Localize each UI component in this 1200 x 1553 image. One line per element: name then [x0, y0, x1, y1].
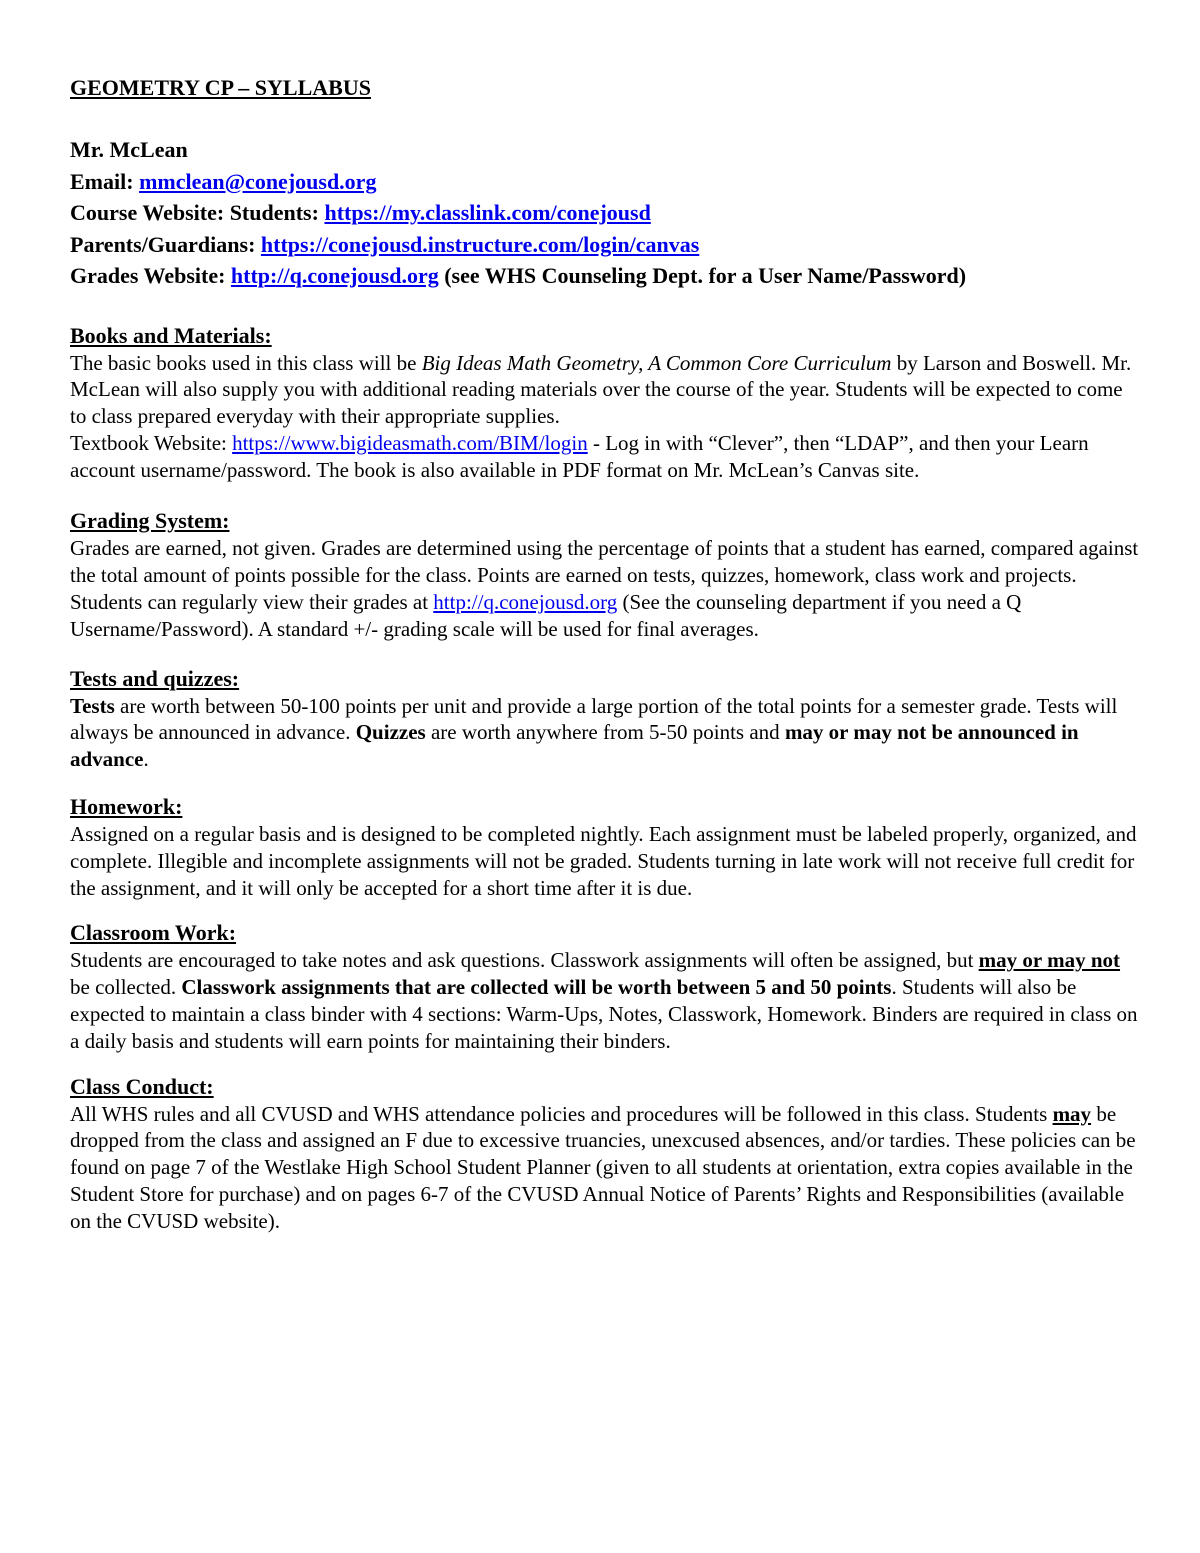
homework-heading: Homework:: [70, 794, 183, 820]
textbook-website-link[interactable]: https://www.bigideasmath.com/BIM/login: [232, 430, 588, 455]
email-link[interactable]: mmclean@conejousd.org: [139, 168, 377, 194]
contact-block: [70, 134, 1140, 292]
books-textbook-title: Big Ideas Math Geometry, A Common Core Curriculum: [421, 350, 892, 375]
grades-link[interactable]: http://q.conejousd.org: [433, 590, 618, 615]
course-website-line: [70, 197, 1140, 229]
course-website-link[interactable]: https://my.classlink.com/conejousd: [324, 200, 651, 225]
classroom-text-2: be collected.: [70, 975, 182, 1000]
classroom-text-3: . Students will also be expected to maintain a class binder with 4 sections: Warm-Ups, Notes, Classwork, Homework. Binders are required in class on a daily basis and students will earn points for maintaining their binders.: [70, 975, 1138, 1053]
grades-website-line: [70, 260, 1140, 292]
tests-text-end: .: [143, 747, 149, 772]
conduct-may-text: may: [1052, 1101, 1092, 1126]
parents-website-label: Parents/Guardians:: [70, 231, 261, 257]
grading-text-1: Grades are earned, not given. Grades are determined using the percentage of points that a student has earned, compared against the total amount of points possible for the class. Points are earned on tests, quizzes, homework, class work and projects. Students can regularly view their grades at: [70, 536, 1139, 615]
grades-website-label: Grades Website:: [70, 263, 231, 288]
books-text-2: by Larson and Boswell. Mr. McLean will also supply you with additional reading materials over the course of the year. Students will be expected to come to class prepared everyday with their appropriate supplies.: [70, 350, 1132, 429]
tests-heading: Tests and quizzes:: [70, 665, 240, 691]
email-label: Email:: [70, 168, 140, 194]
grades-website-link[interactable]: http://q.conejousd.org: [230, 263, 439, 288]
books-heading: Books and Materials:: [70, 322, 272, 348]
teacher-name: Mr. McLean: [70, 137, 188, 162]
tests-word: Tests: [70, 693, 115, 718]
tests-text-1: are worth between 50-100 points per unit and provide a large portion of the total points for a semester grade. Tests will always be announced in advance.: [70, 693, 1118, 745]
classroom-text-1: Students are encouraged to take notes and ask questions. Classwork assignments will often be assigned, but: [70, 948, 979, 973]
document-page: [70, 72, 1140, 1235]
grading-paragraph: [70, 535, 1140, 642]
conduct-text-2: be dropped from the class and assigned an F due to excessive truancies, unexcused absences, and/or tardies. These policies can be found on page 7 of the Westlake High School Student Planner (given to all students at orientation, extra copies available in the Student Store for purchase) and on pages 6-7 of the CVUSD Annual Notice of Parents’ Rights and Responsibilities (available on the CVUSD website).: [70, 1101, 1136, 1233]
grading-heading: Grading System:: [70, 508, 230, 534]
conduct-text-1: All WHS rules and all CVUSD and WHS attendance policies and procedures will be followed in this class. Students: [70, 1101, 1053, 1126]
tests-paragraph: [70, 693, 1140, 773]
homework-paragraph: Assigned on a regular basis and is designed to be completed nightly. Each assignment must be labeled properly, organized, and complete. Illegible and incomplete assignments will not be graded. Students turning in late work will not receive full credit for the assignment, and it will only be accepted for a short time after it is due.: [70, 822, 1137, 900]
conduct-paragraph: [70, 1101, 1140, 1235]
textbook-website-text: - Log in with “Clever”, then “LDAP”, and then your Learn account username/password. The book is also available in PDF format on Mr. McLean’s Canvas site.: [70, 430, 1089, 482]
parents-website-link[interactable]: https://conejousd.instructure.com/login/canvas: [260, 231, 700, 257]
tests-text-2: are worth anywhere from 5-50 points and: [425, 720, 785, 745]
parents-website-line: [70, 229, 1140, 261]
books-text-1: The basic books used in this class will be: [70, 350, 422, 375]
classroom-heading: Classroom Work:: [70, 920, 237, 946]
course-website-label: Course Website: Students:: [70, 200, 325, 225]
classroom-points-text: Classwork assignments that are collected will be worth between 5 and 50 points: [181, 975, 892, 1000]
conduct-heading: Class Conduct:: [70, 1073, 214, 1099]
document-title: GEOMETRY CP – SYLLABUS: [70, 75, 371, 100]
grading-text-2: (See the counseling department if you need a Q Username/Password). A standard +/- grading scale will be used for final averages.: [70, 590, 1022, 641]
classroom-paragraph: [70, 947, 1140, 1054]
classroom-may-text: may or may not: [978, 948, 1121, 973]
email-line: [70, 166, 1140, 198]
books-paragraph: [70, 350, 1140, 484]
grades-website-note: (see WHS Counseling Dept. for a User Name/Password): [438, 263, 967, 288]
quizzes-word: Quizzes: [355, 720, 426, 745]
tests-announce-text: may or may not be announced in advance: [70, 720, 1079, 772]
textbook-website-label: Textbook Website:: [70, 430, 233, 455]
